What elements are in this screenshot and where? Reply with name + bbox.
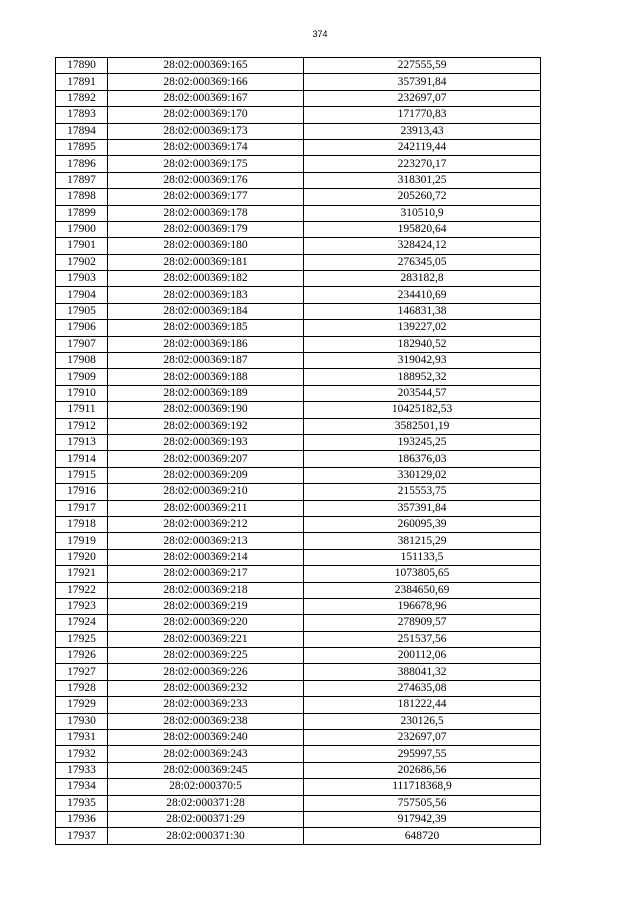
table-row [56,779,541,795]
value-cell: 283182,8 [304,271,541,287]
value-cell: 151133,5 [304,549,541,565]
cadastral-number-cell: 28:02:000369:238 [108,713,304,729]
row-number-cell: 17898 [56,189,108,205]
value-cell: 388041,32 [304,664,541,680]
row-number-cell: 17918 [56,516,108,532]
row-number-cell: 17927 [56,664,108,680]
cadastral-number-cell: 28:02:000369:181 [108,254,304,270]
value-cell: 111718368,9 [304,779,541,795]
table-row [56,664,541,680]
registry-table-body [56,58,541,845]
cadastral-number-cell: 28:02:000369:192 [108,418,304,434]
table-row [56,254,541,270]
row-number-cell: 17895 [56,139,108,155]
value-cell: 182940,52 [304,336,541,352]
table-row [56,697,541,713]
value-cell: 319042,93 [304,353,541,369]
table-row [56,90,541,106]
table-row [56,615,541,631]
value-cell: 227555,59 [304,58,541,74]
cadastral-number-cell: 28:02:000369:187 [108,353,304,369]
value-cell: 171770,83 [304,107,541,123]
cadastral-number-cell: 28:02:000369:217 [108,566,304,582]
cadastral-number-cell: 28:02:000369:183 [108,287,304,303]
cadastral-number-cell: 28:02:000369:176 [108,172,304,188]
row-number-cell: 17905 [56,303,108,319]
value-cell: 186376,03 [304,451,541,467]
value-cell: 232697,07 [304,90,541,106]
row-number-cell: 17900 [56,221,108,237]
table-row [56,434,541,450]
cadastral-number-cell: 28:02:000369:240 [108,730,304,746]
row-number-cell: 17926 [56,648,108,664]
cadastral-number-cell: 28:02:000369:186 [108,336,304,352]
value-cell: 232697,07 [304,730,541,746]
value-cell: 223270,17 [304,156,541,172]
cadastral-number-cell: 28:02:000369:207 [108,451,304,467]
cadastral-number-cell: 28:02:000369:232 [108,680,304,696]
row-number-cell: 17906 [56,320,108,336]
table-row [56,680,541,696]
cadastral-number-cell: 28:02:000369:170 [108,107,304,123]
cadastral-number-cell: 28:02:000369:218 [108,582,304,598]
row-number-cell: 17931 [56,730,108,746]
value-cell: 1073805,65 [304,566,541,582]
cadastral-number-cell: 28:02:000371:29 [108,811,304,827]
cadastral-number-cell: 28:02:000369:166 [108,74,304,90]
row-number-cell: 17920 [56,549,108,565]
table-row [56,451,541,467]
row-number-cell: 17894 [56,123,108,139]
row-number-cell: 17930 [56,713,108,729]
row-number-cell: 17907 [56,336,108,352]
cadastral-number-cell: 28:02:000369:245 [108,762,304,778]
value-cell: 193245,25 [304,434,541,450]
cadastral-number-cell: 28:02:000370:5 [108,779,304,795]
value-cell: 196678,96 [304,598,541,614]
table-row [56,385,541,401]
cadastral-number-cell: 28:02:000369:185 [108,320,304,336]
row-number-cell: 17924 [56,615,108,631]
table-row [56,172,541,188]
cadastral-number-cell: 28:02:000369:177 [108,189,304,205]
table-row [56,713,541,729]
table-row [56,582,541,598]
cadastral-number-cell: 28:02:000369:211 [108,500,304,516]
table-row [56,549,541,565]
row-number-cell: 17925 [56,631,108,647]
row-number-cell: 17893 [56,107,108,123]
row-number-cell: 17897 [56,172,108,188]
value-cell: 757505,56 [304,795,541,811]
table-row [56,566,541,582]
table-row [56,762,541,778]
table-row [56,353,541,369]
row-number-cell: 17914 [56,451,108,467]
value-cell: 230126,5 [304,713,541,729]
value-cell: 195820,64 [304,221,541,237]
cadastral-number-cell: 28:02:000369:226 [108,664,304,680]
cadastral-number-cell: 28:02:000369:189 [108,385,304,401]
cadastral-number-cell: 28:02:000369:209 [108,467,304,483]
table-row [56,746,541,762]
row-number-cell: 17909 [56,369,108,385]
table-row [56,303,541,319]
cadastral-number-cell: 28:02:000369:188 [108,369,304,385]
row-number-cell: 17890 [56,58,108,74]
cadastral-number-cell: 28:02:000369:182 [108,271,304,287]
value-cell: 23913,43 [304,123,541,139]
cadastral-number-cell: 28:02:000369:213 [108,533,304,549]
row-number-cell: 17902 [56,254,108,270]
table-row [56,189,541,205]
table-row [56,484,541,500]
row-number-cell: 17923 [56,598,108,614]
cadastral-number-cell: 28:02:000369:193 [108,434,304,450]
value-cell: 188952,32 [304,369,541,385]
table-row [56,287,541,303]
cadastral-number-cell: 28:02:000369:243 [108,746,304,762]
row-number-cell: 17936 [56,811,108,827]
table-row [56,811,541,827]
page-number: 374 [312,29,328,39]
row-number-cell: 17912 [56,418,108,434]
cadastral-number-cell: 28:02:000369:174 [108,139,304,155]
value-cell: 357391,84 [304,74,541,90]
value-cell: 381215,29 [304,533,541,549]
value-cell: 357391,84 [304,500,541,516]
value-cell: 2384650,69 [304,582,541,598]
cadastral-number-cell: 28:02:000371:30 [108,828,304,844]
cadastral-number-cell: 28:02:000369:179 [108,221,304,237]
value-cell: 202686,56 [304,762,541,778]
cadastral-number-cell: 28:02:000369:178 [108,205,304,221]
row-number-cell: 17921 [56,566,108,582]
value-cell: 274635,08 [304,680,541,696]
value-cell: 3582501,19 [304,418,541,434]
table-row [56,58,541,74]
cadastral-number-cell: 28:02:000369:233 [108,697,304,713]
value-cell: 648720 [304,828,541,844]
value-cell: 200112,06 [304,648,541,664]
value-cell: 146831,38 [304,303,541,319]
cadastral-number-cell: 28:02:000369:175 [108,156,304,172]
cadastral-number-cell: 28:02:000369:184 [108,303,304,319]
table-row [56,648,541,664]
cadastral-number-cell: 28:02:000369:180 [108,238,304,254]
cadastral-number-cell: 28:02:000369:221 [108,631,304,647]
cadastral-number-cell: 28:02:000369:225 [108,648,304,664]
row-number-cell: 17916 [56,484,108,500]
row-number-cell: 17892 [56,90,108,106]
table-row [56,221,541,237]
row-number-cell: 17910 [56,385,108,401]
row-number-cell: 17915 [56,467,108,483]
row-number-cell: 17937 [56,828,108,844]
value-cell: 278909,57 [304,615,541,631]
table-row [56,795,541,811]
value-cell: 203544,57 [304,385,541,401]
cadastral-number-cell: 28:02:000369:173 [108,123,304,139]
row-number-cell: 17932 [56,746,108,762]
cadastral-number-cell: 28:02:000371:28 [108,795,304,811]
cadastral-number-cell: 28:02:000369:167 [108,90,304,106]
table-row [56,402,541,418]
table-row [56,238,541,254]
table-row [56,107,541,123]
registry-table [55,57,541,845]
row-number-cell: 17896 [56,156,108,172]
cadastral-number-cell: 28:02:000369:214 [108,549,304,565]
row-number-cell: 17917 [56,500,108,516]
value-cell: 310510,9 [304,205,541,221]
table-row [56,533,541,549]
table-row [56,336,541,352]
row-number-cell: 17934 [56,779,108,795]
value-cell: 205260,72 [304,189,541,205]
table-row [56,467,541,483]
row-number-cell: 17935 [56,795,108,811]
table-row [56,631,541,647]
value-cell: 276345,05 [304,254,541,270]
row-number-cell: 17904 [56,287,108,303]
value-cell: 251537,56 [304,631,541,647]
row-number-cell: 17903 [56,271,108,287]
row-number-cell: 17933 [56,762,108,778]
table-row [56,74,541,90]
row-number-cell: 17919 [56,533,108,549]
row-number-cell: 17901 [56,238,108,254]
value-cell: 215553,75 [304,484,541,500]
row-number-cell: 17922 [56,582,108,598]
value-cell: 328424,12 [304,238,541,254]
table-row [56,271,541,287]
value-cell: 242119,44 [304,139,541,155]
row-number-cell: 17928 [56,680,108,696]
value-cell: 260095,39 [304,516,541,532]
value-cell: 295997,55 [304,746,541,762]
cadastral-number-cell: 28:02:000369:212 [108,516,304,532]
table-row [56,156,541,172]
value-cell: 318301,25 [304,172,541,188]
cadastral-number-cell: 28:02:000369:220 [108,615,304,631]
table-row [56,598,541,614]
value-cell: 10425182,53 [304,402,541,418]
cadastral-number-cell: 28:02:000369:219 [108,598,304,614]
row-number-cell: 17891 [56,74,108,90]
table-row [56,828,541,844]
table-row [56,123,541,139]
value-cell: 139227,02 [304,320,541,336]
cadastral-number-cell: 28:02:000369:190 [108,402,304,418]
table-row [56,418,541,434]
table-row [56,500,541,516]
row-number-cell: 17908 [56,353,108,369]
table-row [56,369,541,385]
row-number-cell: 17913 [56,434,108,450]
value-cell: 330129,02 [304,467,541,483]
table-row [56,205,541,221]
cadastral-number-cell: 28:02:000369:165 [108,58,304,74]
row-number-cell: 17899 [56,205,108,221]
row-number-cell: 17929 [56,697,108,713]
cadastral-number-cell: 28:02:000369:210 [108,484,304,500]
value-cell: 234410,69 [304,287,541,303]
table-row [56,516,541,532]
table-row [56,320,541,336]
row-number-cell: 17911 [56,402,108,418]
table-row [56,730,541,746]
value-cell: 181222,44 [304,697,541,713]
table-row [56,139,541,155]
value-cell: 917942,39 [304,811,541,827]
